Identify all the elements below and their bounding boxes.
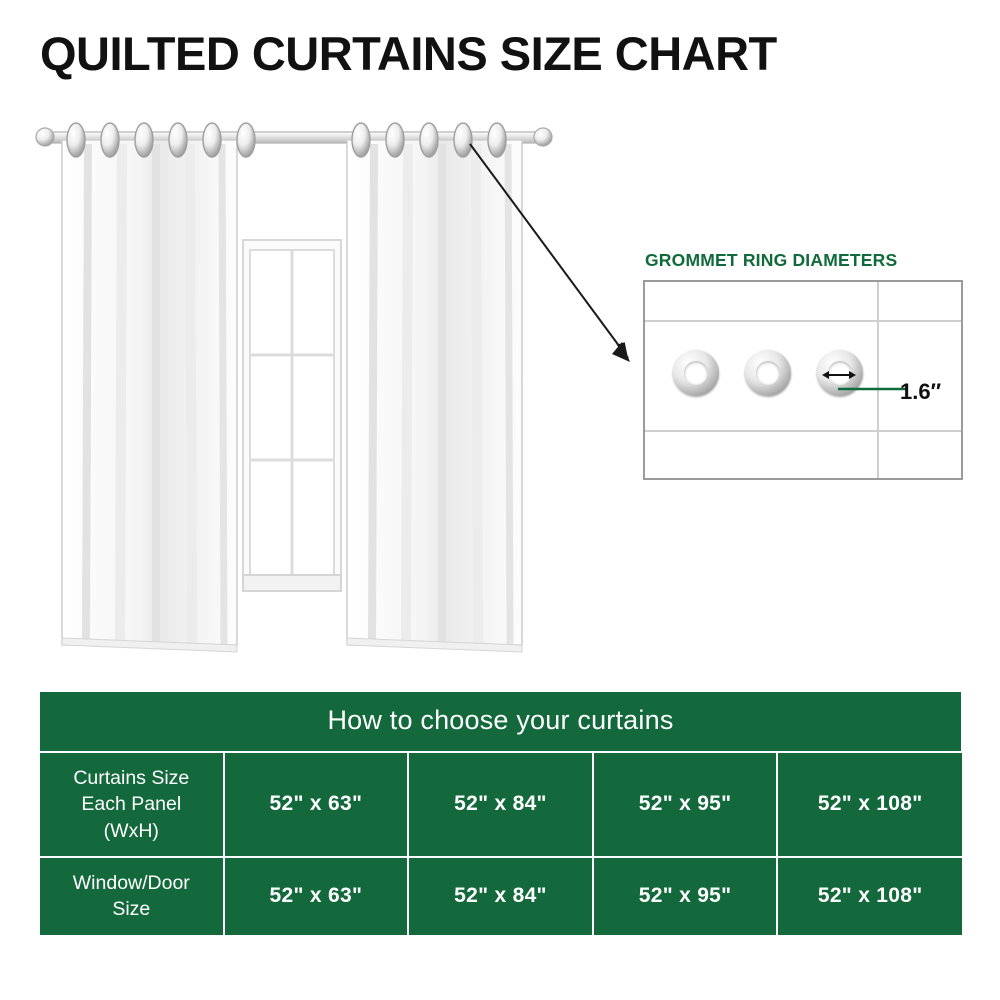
table-cell: 52" x 95" [593, 857, 778, 935]
dimension-leader-line [838, 382, 908, 396]
grommet-detail-callout [640, 250, 970, 490]
rod-finial-right [534, 128, 552, 146]
size-chart-table-wrapper [38, 690, 963, 935]
table-cell: 52" x 95" [593, 752, 778, 857]
table-cell: 52" x 108" [777, 857, 962, 935]
rod-finial-left [36, 128, 54, 146]
table-cell: 52" x 63" [224, 857, 409, 935]
grommet-detail-heading: GROMMET RING DIAMETERS [645, 250, 898, 270]
row-label-curtains-size [39, 752, 224, 857]
panel-seam-right [877, 282, 879, 478]
table-cell: 52" x 108" [777, 752, 962, 857]
grommet-ring-icon [673, 350, 719, 396]
panel-seam-bottom [645, 430, 961, 432]
table-row [39, 752, 962, 857]
page-title: QUILTED CURTAINS SIZE CHART [40, 27, 777, 80]
table-header-row [39, 691, 962, 752]
row-label-window-door-size [39, 857, 224, 935]
grommet-dimension-label: 1.6″ [900, 379, 942, 404]
dimension-arrow-icon [822, 368, 856, 382]
row-label-line: (WxH) [103, 819, 159, 842]
row-label-line: Size [112, 898, 151, 921]
grommet-ring-icon [745, 350, 791, 396]
table-cell: 52" x 84" [408, 857, 593, 935]
table-title: How to choose your curtains [39, 691, 962, 752]
right-curtain-panel [347, 140, 522, 652]
row-label-line: Window/Door [72, 871, 190, 894]
table-cell: 52" x 84" [408, 752, 593, 857]
window-behind-curtains [243, 240, 341, 591]
table-cell: 52" x 63" [224, 752, 409, 857]
row-label-line: Curtains Size [73, 767, 190, 789]
table-row [39, 857, 962, 935]
row-label-line: Each Panel [81, 793, 182, 816]
left-curtain-panel [62, 140, 237, 652]
size-chart-table [38, 690, 963, 935]
panel-seam-top [645, 320, 961, 322]
